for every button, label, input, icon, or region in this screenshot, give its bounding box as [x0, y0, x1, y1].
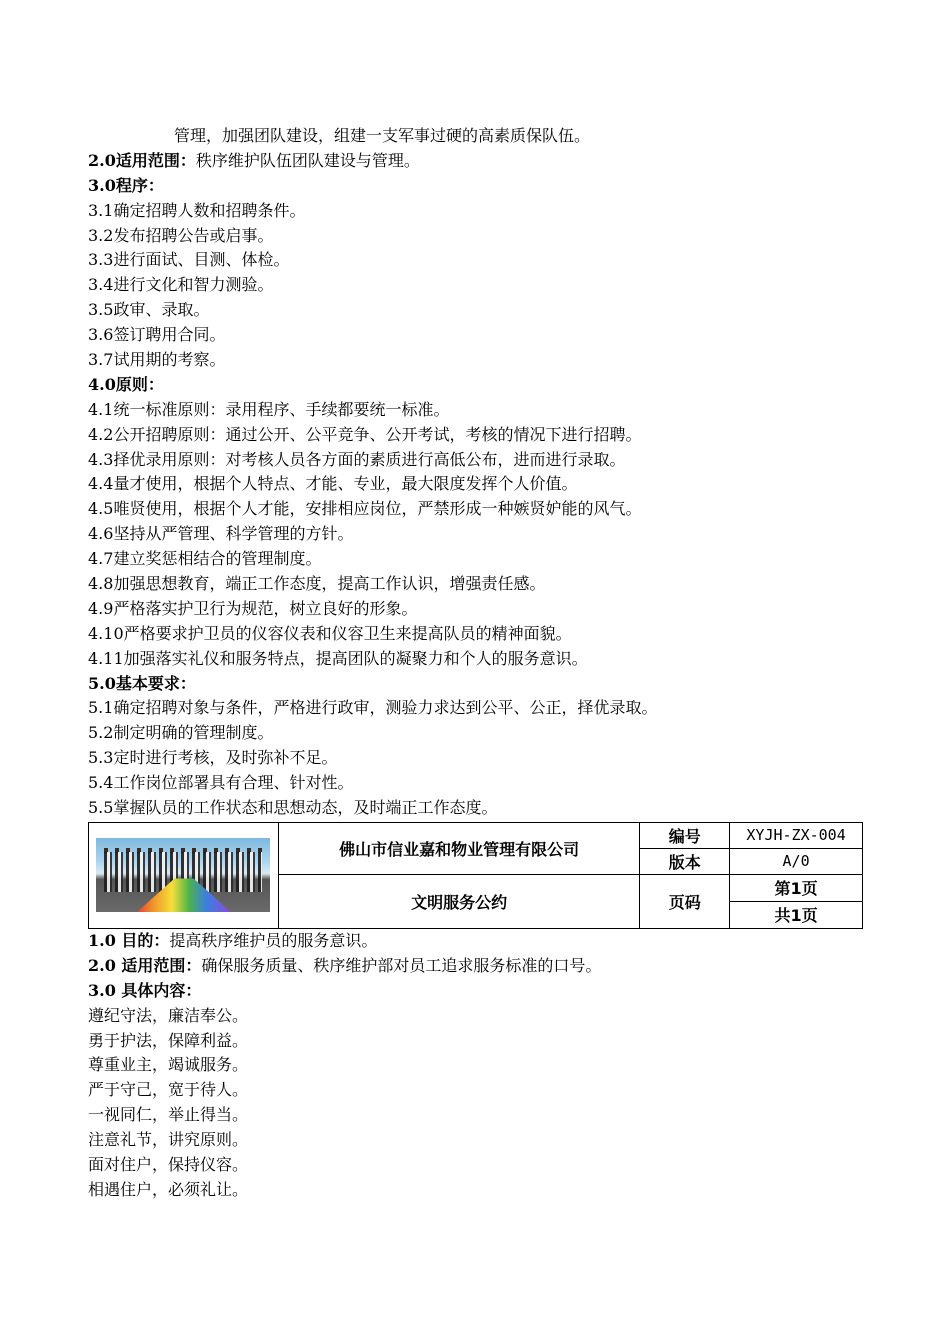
text-line — [88, 1178, 863, 1203]
heading-label: 3.0程序： — [88, 175, 164, 195]
line-text: 4.1统一标准原则：录用程序、手续都要统一标准。 — [88, 399, 450, 419]
company-name: 佛山市信业嘉和物业管理有限公司 — [278, 822, 639, 874]
team-photo — [96, 838, 270, 912]
line-text: 面对住户，保持仪容。 — [88, 1154, 249, 1174]
text-line — [88, 124, 863, 149]
line-text: 5.3定时进行考核，及时弥补不足。 — [88, 748, 338, 768]
text-line — [88, 472, 863, 497]
section-civil-service-pledge — [88, 929, 863, 1203]
text-line — [88, 323, 863, 348]
text-line — [88, 547, 863, 572]
text-line — [88, 979, 863, 1004]
text-line — [88, 672, 863, 697]
line-text: 3.5政审、录取。 — [88, 300, 210, 320]
page-total: 共1页 — [730, 901, 863, 928]
text-line — [88, 224, 863, 249]
heading-label: 3.0 具体内容： — [88, 980, 202, 1000]
line-text: 严于守己，宽于待人。 — [88, 1080, 249, 1100]
document-header-table — [88, 822, 863, 929]
section-recruitment-management — [88, 124, 863, 821]
line-text: 4.5唯贤使用，根据个人才能，安排相应岗位，严禁形成一种嫉贤妒能的风气。 — [88, 499, 642, 519]
line-text: 4.10严格要求护卫员的仪容仪表和仪容卫生来提高队员的精神面貌。 — [88, 623, 572, 643]
text-line — [88, 1029, 863, 1054]
line-text: 4.4量才使用，根据个人特点、才能、专业，最大限度发挥个人价值。 — [88, 474, 578, 494]
line-text: 5.4工作岗位部署具有合理、针对性。 — [88, 773, 354, 793]
page-current: 第1页 — [730, 874, 863, 901]
text-line — [88, 954, 863, 979]
text-line — [88, 746, 863, 771]
text-line — [88, 1103, 863, 1128]
line-text: 勇于护法，保障利益。 — [88, 1030, 249, 1050]
text-line — [88, 647, 863, 672]
text-line — [88, 273, 863, 298]
text-line — [88, 423, 863, 448]
text-line — [88, 572, 863, 597]
text-line — [88, 1128, 863, 1153]
line-text: 相遇住户，必须礼让。 — [88, 1179, 249, 1199]
line-text: 3.2发布招聘公告或启事。 — [88, 225, 274, 245]
document-title: 文明服务公约 — [278, 874, 639, 928]
line-text: 5.5掌握队员的工作状态和思想动态，及时端正工作态度。 — [88, 798, 498, 818]
line-text: 提高秩序维护员的服务意识。 — [169, 930, 378, 950]
line-text: 3.3进行面试、目测、体检。 — [88, 250, 290, 270]
text-line — [88, 1053, 863, 1078]
text-line — [88, 248, 863, 273]
version-value: A/0 — [730, 848, 863, 874]
line-text: 一视同仁，举止得当。 — [88, 1105, 249, 1125]
text-line — [88, 1078, 863, 1103]
team-photo-cell — [89, 822, 279, 928]
code-value: XYJH-ZX-004 — [730, 822, 863, 848]
line-text: 尊重业主，竭诚服务。 — [88, 1055, 249, 1075]
heading-label: 4.0原则： — [88, 374, 164, 394]
line-text: 5.2制定明确的管理制度。 — [88, 723, 274, 743]
text-line — [88, 771, 863, 796]
line-text: 注意礼节，讲究原则。 — [88, 1130, 249, 1150]
text-line — [88, 622, 863, 647]
line-text: 秩序维护队伍团队建设与管理。 — [195, 150, 420, 170]
line-text: 确保服务质量、秩序维护部对员工追求服务标准的口号。 — [201, 955, 602, 975]
line-text: 5.1确定招聘对象与条件，严格进行政审，测验力求达到公平、公正，择优录取。 — [88, 698, 658, 718]
text-line — [88, 522, 863, 547]
document-page — [88, 124, 863, 1203]
text-line — [88, 721, 863, 746]
text-line — [88, 696, 863, 721]
text-line — [88, 174, 863, 199]
text-line — [88, 796, 863, 821]
text-line — [88, 149, 863, 174]
line-text: 管理，加强团队建设，组建一支军事过硬的高素质保队伍。 — [174, 126, 591, 145]
line-text: 4.2公开招聘原则：通过公开、公平竞争、公开考试，考核的情况下进行招聘。 — [88, 424, 642, 444]
line-text: 遵纪守法，廉洁奉公。 — [88, 1005, 249, 1025]
text-line — [88, 1153, 863, 1178]
heading-label: 5.0基本要求： — [88, 673, 196, 693]
text-line — [88, 497, 863, 522]
text-line — [88, 348, 863, 373]
line-text: 4.3择优录用原则：对考核人员各方面的素质进行高低公布，进而进行录取。 — [88, 449, 626, 469]
heading-label: 1.0 目的： — [88, 930, 170, 950]
text-line — [88, 448, 863, 473]
text-line — [88, 929, 863, 954]
line-text: 3.6签订聘用合同。 — [88, 325, 226, 345]
heading-label: 2.0 适用范围： — [88, 955, 202, 975]
line-text: 4.8加强思想教育，端正工作态度，提高工作认识，增强责任感。 — [88, 574, 546, 594]
line-text: 4.9严格落实护卫行为规范，树立良好的形象。 — [88, 598, 418, 618]
text-line — [88, 199, 863, 224]
page-label: 页码 — [640, 874, 730, 928]
heading-label: 2.0适用范围： — [88, 150, 196, 170]
line-text: 4.7建立奖惩相结合的管理制度。 — [88, 549, 322, 569]
text-line — [88, 298, 863, 323]
text-line — [88, 373, 863, 398]
version-label: 版本 — [640, 848, 730, 874]
text-line — [88, 398, 863, 423]
code-label: 编号 — [640, 822, 730, 848]
text-line — [88, 1004, 863, 1029]
line-text: 3.7试用期的考察。 — [88, 350, 226, 370]
line-text: 4.6坚持从严管理、科学管理的方针。 — [88, 524, 354, 544]
line-text: 4.11加强落实礼仪和服务特点，提高团队的凝聚力和个人的服务意识。 — [88, 648, 588, 668]
line-text: 3.4进行文化和智力测验。 — [88, 275, 274, 295]
line-text: 3.1确定招聘人数和招聘条件。 — [88, 200, 306, 220]
text-line — [88, 597, 863, 622]
